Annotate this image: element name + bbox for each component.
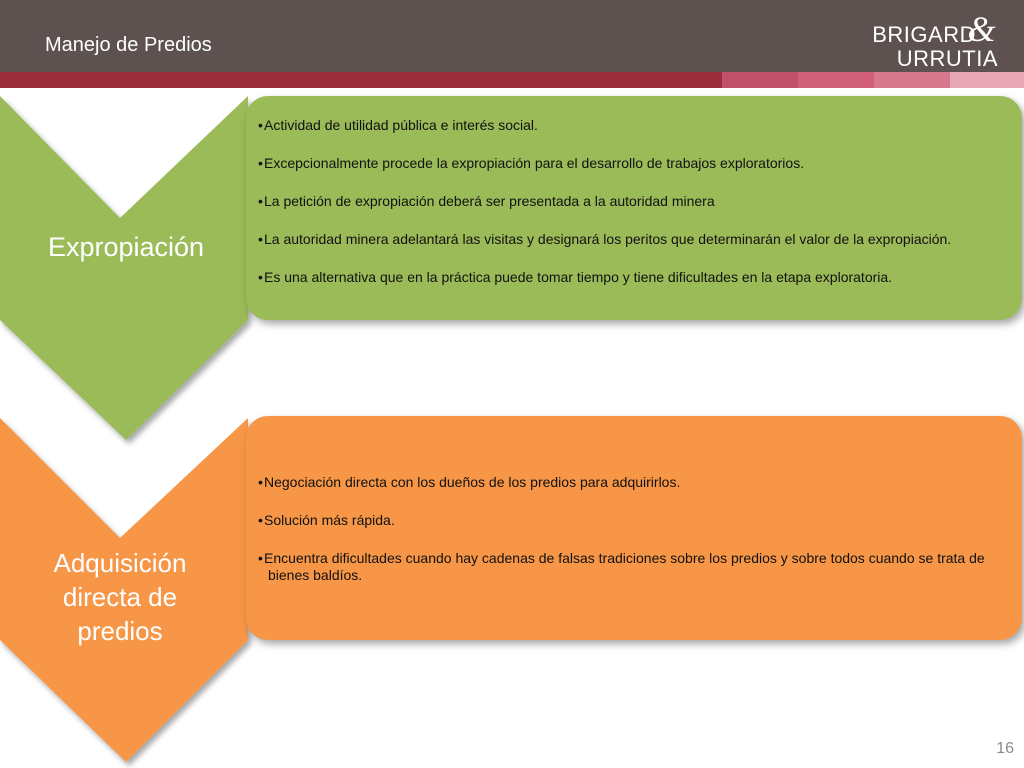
section-label-expropiacion: Expropiación (47, 232, 205, 262)
bullet-list-expropiacion (254, 117, 1014, 307)
list-item: •Encuentra dificultades cuando hay cadenas de falsas tradiciones sobre los predios y sobre todos cuando se trata de bienes baldíos. (258, 550, 985, 583)
list-item: •Es una alternativa que en la práctica puede tomar tiempo y tiene dificultades en la etapa exploratoria. (258, 269, 893, 285)
bullet-list-adquisicion (254, 474, 1014, 605)
list-item: •Actividad de utilidad pública e interés social. (258, 117, 538, 133)
section-label-adquisicion: Adquisición directa de predios (53, 548, 187, 646)
logo-ampersand: & (967, 9, 996, 49)
logo-text-line1: BRIGARD (872, 22, 976, 47)
slide-title: Manejo de Predios (45, 34, 212, 56)
list-item: •Excepcionalmente procede la expropiación para el desarrollo de trabajos exploratorios. (258, 155, 805, 171)
content-box-expropiacion (246, 96, 1022, 320)
chevron-expropiacion (0, 96, 248, 440)
logo-text-line2: URRUTIA (896, 46, 998, 71)
slide-number: 16 (996, 740, 1014, 757)
list-item: •Solución más rápida. (258, 512, 395, 528)
list-item: •La petición de expropiación deberá ser presentada a la autoridad minera (258, 193, 715, 209)
list-item: •Negociación directa con los dueños de los predios para adquirirlos. (258, 474, 681, 490)
list-item: •La autoridad minera adelantará las visitas y designará los peritos que determinarán el valor de la expropiación. (258, 231, 952, 247)
content-box-adquisicion (246, 416, 1022, 640)
